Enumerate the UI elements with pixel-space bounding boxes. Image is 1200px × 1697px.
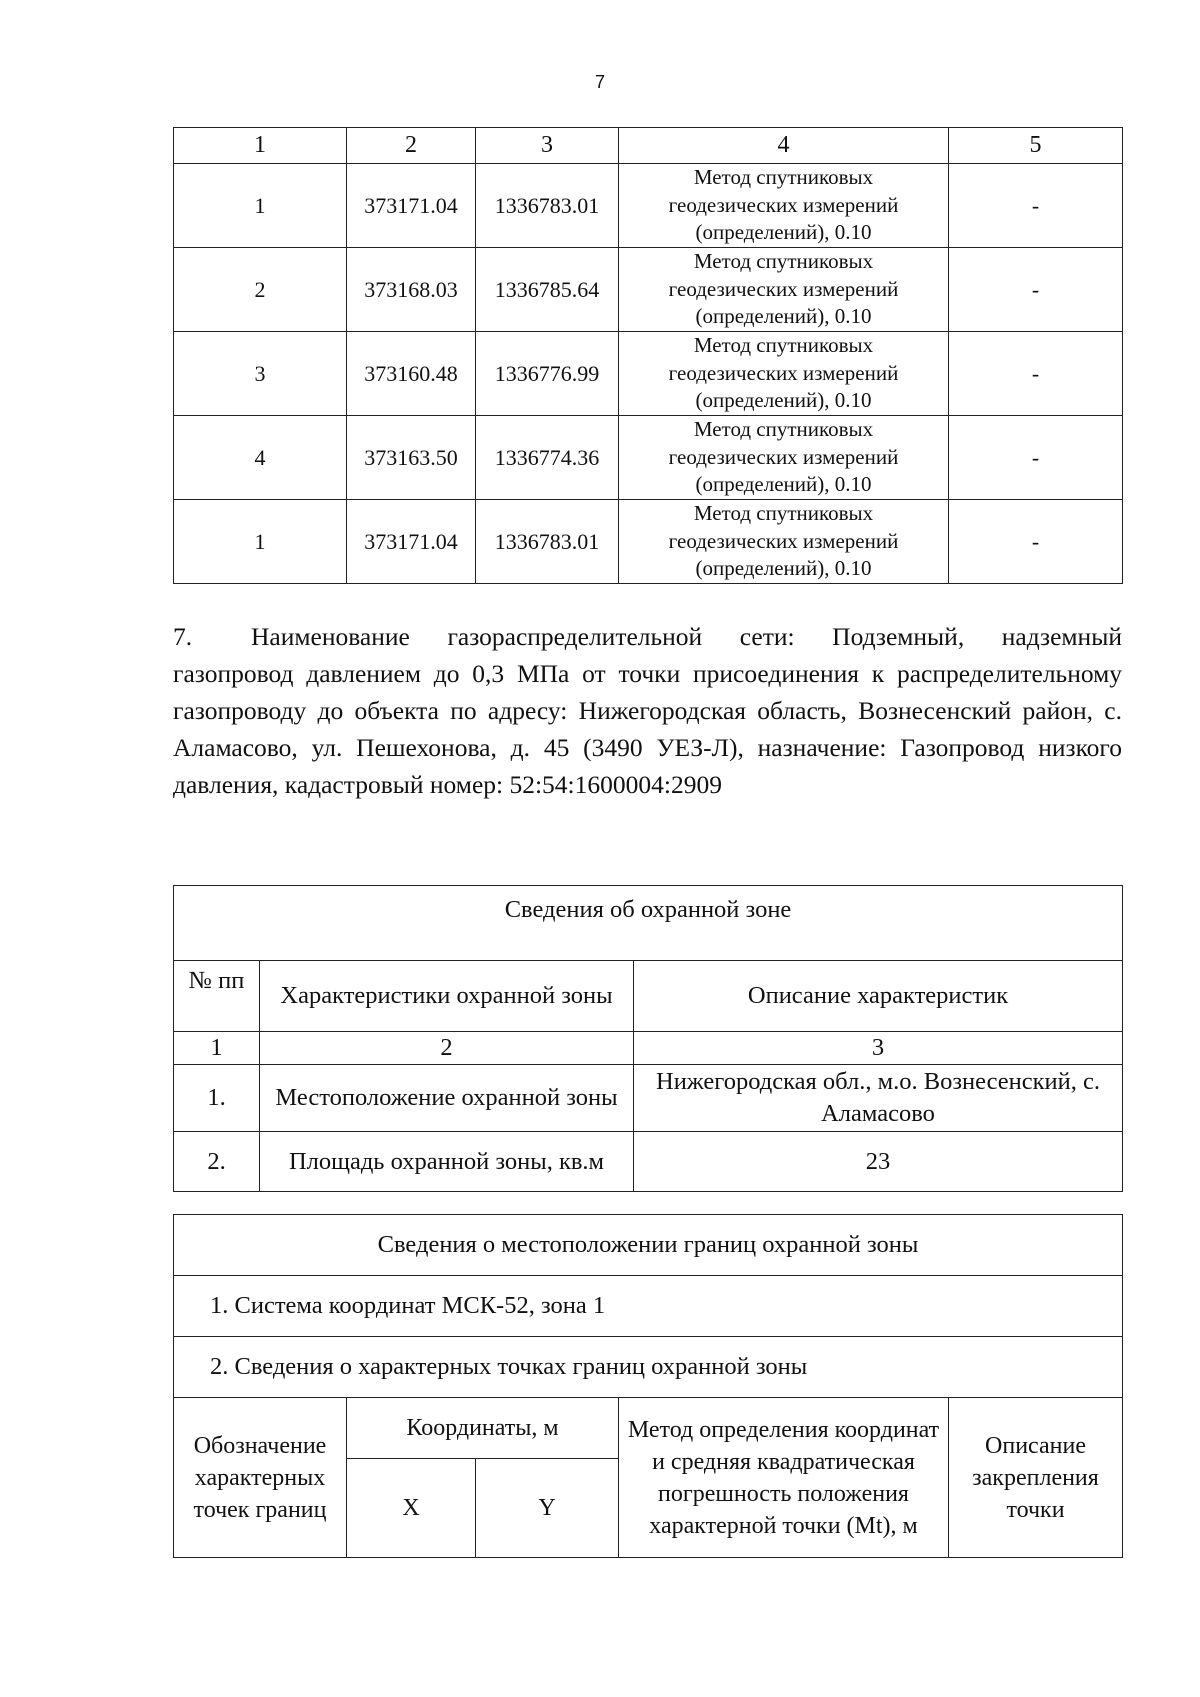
table-row	[174, 248, 1123, 332]
column-number: 3	[634, 1032, 1123, 1065]
characteristic-cell: Площадь охранной зоны, кв.м	[260, 1132, 634, 1192]
description-cell: 23	[634, 1132, 1123, 1192]
zone-boundaries-table	[173, 1214, 1123, 1558]
col-coordinates-header: Координаты, м	[347, 1398, 619, 1459]
method-line: геодезических измерений	[668, 360, 899, 385]
coord-x: 373171.04	[347, 164, 476, 248]
table-row	[174, 332, 1123, 416]
table-row	[174, 1065, 1123, 1132]
boundaries-table-title: Сведения о местоположении границ охранной зоны	[174, 1215, 1123, 1276]
table-row	[174, 416, 1123, 500]
method-line: Метод спутниковых	[693, 165, 874, 190]
method-cell	[619, 500, 949, 584]
point-number: 3	[174, 332, 347, 416]
protection-zone-table	[173, 885, 1123, 1192]
page-number: 7	[594, 72, 605, 92]
table-row	[174, 1276, 1123, 1337]
section-paragraph	[173, 618, 1122, 803]
fixation-desc: -	[949, 416, 1123, 500]
method-cell	[619, 416, 949, 500]
method-line: Метод спутниковых	[693, 501, 874, 526]
table-row	[174, 164, 1123, 248]
coord-y: 1336776.99	[476, 332, 619, 416]
table-row	[174, 500, 1123, 584]
table-row	[174, 1032, 1123, 1065]
col-y-header: Y	[476, 1459, 619, 1558]
table-header-row	[174, 1398, 1123, 1459]
table-header-row	[174, 961, 1123, 1032]
coord-x: 373168.03	[347, 248, 476, 332]
fixation-desc: -	[949, 248, 1123, 332]
method-line: геодезических измерений	[668, 192, 899, 217]
header-cell: 3	[476, 128, 619, 164]
zone-table-title: Сведения об охранной зоне	[174, 886, 1123, 961]
point-number: 1	[174, 164, 347, 248]
section-number: 7.	[173, 622, 193, 651]
table-row	[174, 1132, 1123, 1192]
row-number: 2.	[174, 1132, 260, 1192]
table-title-row	[174, 886, 1123, 961]
characteristic-cell: Местоположение охранной зоны	[260, 1065, 634, 1132]
method-line: (определений), 0.10	[695, 220, 872, 245]
method-line: (определений), 0.10	[695, 304, 872, 329]
row-number: 1.	[174, 1065, 260, 1132]
method-line: геодезических измерений	[668, 444, 899, 469]
point-number: 2	[174, 248, 347, 332]
method-line: Метод спутниковых	[693, 333, 874, 358]
method-cell	[619, 332, 949, 416]
method-line: Метод спутниковых	[693, 417, 874, 442]
col-designation-header: Обозначение характерных точек границ	[174, 1398, 347, 1558]
method-line: геодезических измерений	[668, 276, 899, 301]
header-cell: 4	[619, 128, 949, 164]
coord-x: 373160.48	[347, 332, 476, 416]
header-cell: 1	[174, 128, 347, 164]
coord-y: 1336783.01	[476, 500, 619, 584]
coordinate-system: 1. Система координат МСК-52, зона 1	[174, 1276, 1123, 1337]
col-fixation-header: Описание закрепления точки	[949, 1398, 1123, 1558]
description-cell: Нижегородская обл., м.о. Вознесенский, с. Аламасово	[634, 1065, 1123, 1132]
column-number: 1	[174, 1032, 260, 1065]
col-characteristic-header: Характеристики охранной зоны	[260, 961, 634, 1032]
col-description-header: Описание характеристик	[634, 961, 1123, 1032]
method-line: (определений), 0.10	[695, 472, 872, 497]
method-cell	[619, 248, 949, 332]
col-method-header: Метод определения координат и средняя квадратическая погрешность положения характерной точки (Mt), м	[619, 1398, 949, 1558]
coord-y: 1336785.64	[476, 248, 619, 332]
coord-y: 1336783.01	[476, 164, 619, 248]
header-cell: 2	[347, 128, 476, 164]
point-number: 1	[174, 500, 347, 584]
column-number: 2	[260, 1032, 634, 1065]
fixation-desc: -	[949, 500, 1123, 584]
method-line: (определений), 0.10	[695, 388, 872, 413]
coord-y: 1336774.36	[476, 416, 619, 500]
table-row	[174, 1337, 1123, 1398]
points-table-header	[174, 128, 1123, 164]
table-title-row	[174, 1215, 1123, 1276]
fixation-desc: -	[949, 164, 1123, 248]
method-line: (определений), 0.10	[695, 556, 872, 581]
coord-x: 373171.04	[347, 500, 476, 584]
coord-x: 373163.50	[347, 416, 476, 500]
method-line: геодезических измерений	[668, 528, 899, 553]
point-number: 4	[174, 416, 347, 500]
points-table	[173, 127, 1123, 584]
section-text: Наименование газораспределительной сети: Подземный, надземный газопровод давлением до 0,3 МПа от точки присоединения к распределительному газопроводу до объекта по адресу: Нижегородская область, Вознесенский район, с. Аламасово, ул. Пешехонова, д. 45 (3490 УЕЗ-Л), назначение: Газопровод низкого давления, кадастровый номер: 52:54:1600004:2909	[173, 622, 1122, 799]
col-x-header: X	[347, 1459, 476, 1558]
header-cell: 5	[949, 128, 1123, 164]
fixation-desc: -	[949, 332, 1123, 416]
method-line: Метод спутниковых	[693, 249, 874, 274]
points-section-title: 2. Сведения о характерных точках границ охранной зоны	[174, 1337, 1123, 1398]
col-number-header: № пп	[174, 961, 260, 1032]
method-cell	[619, 164, 949, 248]
